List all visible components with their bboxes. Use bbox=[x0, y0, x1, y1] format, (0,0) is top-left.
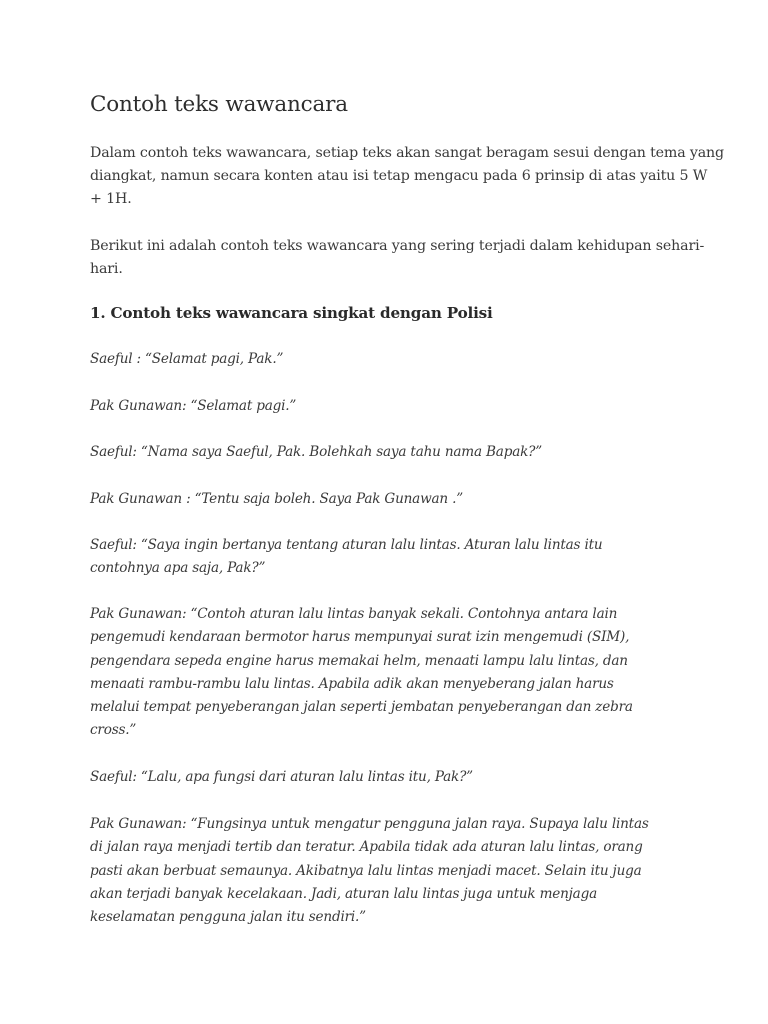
dialogue-line: pengemudi kendaraan bermotor harus mempunyai surat izin mengemudi (SIM), bbox=[90, 629, 630, 646]
dialogue-entry bbox=[90, 441, 690, 464]
dialogue-line: Pak Gunawan: “Selamat pagi.” bbox=[90, 398, 297, 414]
dialogue-line: contohnya apa saja, Pak?” bbox=[90, 560, 266, 577]
dialogue-line: pengendara sepeda engine harus memakai helm, menaati lampu lalu lintas, dan bbox=[90, 652, 628, 669]
intro-line: Dalam contoh teks wawancara, setiap teks akan sangat beragam sesui dengan tema yang bbox=[90, 145, 724, 161]
section-heading: 1. Contoh teks wawancara singkat dengan Polisi bbox=[90, 304, 493, 322]
dialogue-entry bbox=[90, 766, 690, 789]
dialogue-line: di jalan raya menjadi tertib dan teratur. Apabila tidak ada aturan lalu lintas, orang bbox=[90, 839, 643, 856]
dialogue-line: keselamatan pengguna jalan itu sendiri.” bbox=[90, 909, 366, 926]
dialogue-line: akan terjadi banyak kecelakaan. Jadi, aturan lalu lintas juga untuk menjaga bbox=[90, 885, 597, 902]
dialogue-line: pasti akan berbuat semaunya. Akibatnya lalu lintas menjadi macet. Selain itu juga bbox=[90, 862, 642, 879]
dialogue-line: Saeful : “Selamat pagi, Pak.” bbox=[90, 351, 284, 367]
intro-line: diangkat, namun secara konten atau isi tetap mengacu pada 6 prinsip di atas yaitu 5 W bbox=[90, 168, 708, 184]
dialogue-line: melalui tempat penyeberangan jalan seperti jembatan penyeberangan dan zebra bbox=[90, 699, 633, 716]
dialogue-line: Pak Gunawan: “Contoh aturan lalu lintas banyak sekali. Contohnya antara lain bbox=[90, 606, 618, 622]
dialogue-line: menaati rambu-rambu lalu lintas. Apabila adik akan menyeberang jalan harus bbox=[90, 675, 614, 692]
dialogue-entry bbox=[90, 348, 690, 371]
dialogue-entry bbox=[90, 534, 690, 581]
article-title: Contoh teks wawancara bbox=[90, 92, 348, 117]
dialogue-line: Pak Gunawan : “Tentu saja boleh. Saya Pak Gunawan .” bbox=[90, 491, 463, 507]
dialogue-entry bbox=[90, 603, 690, 743]
lead-line: Berikut ini adalah contoh teks wawancara yang sering terjadi dalam kehidupan sehari- bbox=[90, 238, 705, 254]
dialogue-line: Saeful: “Nama saya Saeful, Pak. Bolehkah saya tahu nama Bapak?” bbox=[90, 444, 542, 460]
dialogue-line: Saeful: “Lalu, apa fungsi dari aturan lalu lintas itu, Pak?” bbox=[90, 769, 473, 785]
intro-line: + 1H. bbox=[90, 191, 132, 207]
dialogue-line: cross.” bbox=[90, 722, 137, 739]
lead-paragraph bbox=[90, 235, 705, 281]
dialogue-entry bbox=[90, 488, 690, 511]
dialogue-entry bbox=[90, 395, 690, 418]
lead-line: hari. bbox=[90, 261, 123, 277]
dialogue-line: Saeful: “Saya ingin bertanya tentang aturan lalu lintas. Aturan lalu lintas itu bbox=[90, 537, 603, 553]
dialogue-entry bbox=[90, 813, 690, 929]
intro-paragraph bbox=[90, 142, 724, 211]
dialogue-line: Pak Gunawan: “Fungsinya untuk mengatur pengguna jalan raya. Supaya lalu lintas bbox=[90, 816, 649, 832]
